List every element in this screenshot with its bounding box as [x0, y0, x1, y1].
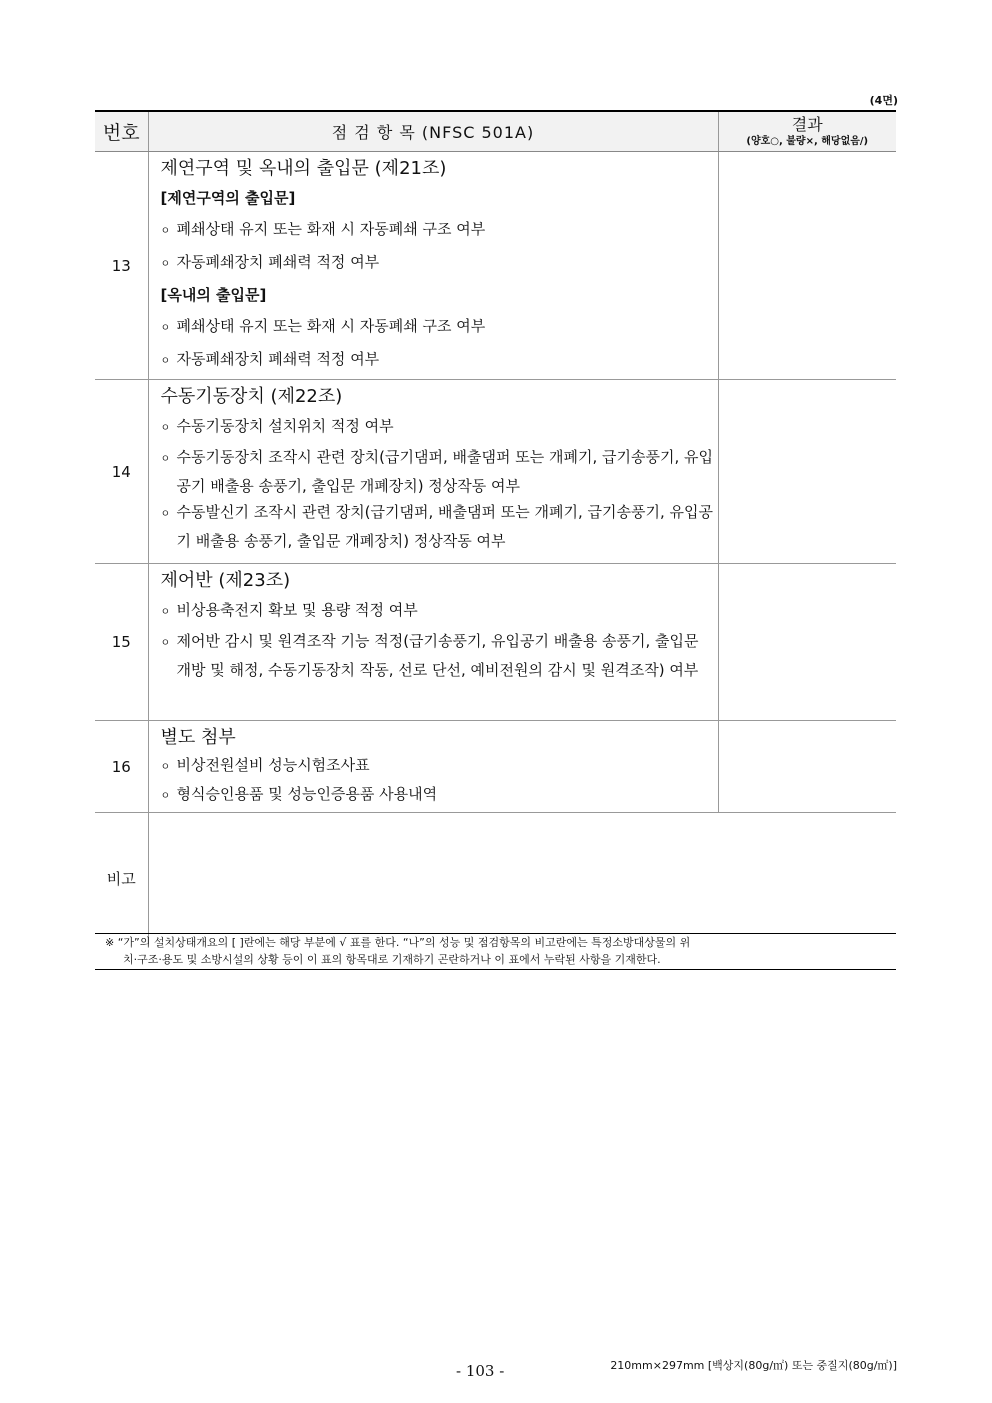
result-cell[interactable] [718, 380, 896, 564]
remarks-cell[interactable] [148, 813, 896, 944]
check-item: ㅇ 자동폐쇄장치 폐쇄력 적정 여부 [161, 247, 714, 280]
row-items [148, 564, 718, 721]
result-cell[interactable] [718, 152, 896, 380]
row-items [148, 152, 718, 380]
result-cell[interactable] [718, 721, 896, 813]
header-result-legend: (양호○, 불량×, 해당없음/) [746, 135, 869, 147]
sub-title: [옥내의 출입문] [160, 286, 267, 304]
header-number: 번호 [95, 111, 148, 152]
paper-spec: 210mm×297mm [백상지(80g/㎡) 또는 중질지(80g/㎡)] [610, 1359, 897, 1372]
row-items [148, 721, 718, 813]
page-number: - 103 - [456, 1362, 505, 1380]
header-inspection-item: 점 검 항 목 (NFSC 501A) [148, 111, 718, 152]
check-item: ㅇ 제어반 감시 및 원격조작 기능 적정(급기송풍기, 유입공기 배출용 송풍기, 출입문 개방 및 해정, 수동기동장치 작동, 선로 단선, 예비전원의 감시 및 원격조작) 여부 [161, 628, 714, 683]
remarks-label: 비고 [95, 813, 148, 944]
row-number: 16 [95, 721, 148, 813]
row-items [148, 380, 718, 564]
footnote-line-1: ※ “가”의 설치상태개요의 [ ]란에는 해당 부분에 √ 표를 한다. “나”의 성능 및 점검항목의 비고란에는 특정소방대상물의 위 [105, 936, 691, 949]
remarks-row [95, 813, 896, 944]
page-label: (4면) [869, 94, 898, 107]
row-number: 13 [95, 152, 148, 380]
check-item: ㅇ 자동폐쇄장치 폐쇄력 적정 여부 [161, 344, 714, 377]
header-result-title: 결과 [791, 115, 823, 135]
footnote-line-2: 치·구조·용도 및 소방시설의 상황 등이 이 표의 항목대로 기재하기 곤란하거나 이 표에서 누락된 사항을 기재한다. [123, 953, 661, 966]
row-number: 14 [95, 380, 148, 564]
sub-title: [제연구역의 출입문] [160, 189, 296, 207]
check-item: ㅇ 비상용축전지 확보 및 용량 적정 여부 [161, 595, 714, 628]
check-item: ㅇ 폐쇄상태 유지 또는 화재 시 자동폐쇄 구조 여부 [161, 311, 714, 344]
section-title: 제연구역 및 옥내의 출입문 (제21조) [160, 158, 447, 179]
check-item: ㅇ 수동발신기 조작시 관련 장치(급기댐퍼, 배출댐퍼 또는 개폐기, 급기송풍기, 유입공기 배출용 송풍기, 출입문 개폐장치) 정상작동 여부 [161, 499, 714, 554]
section-title: 별도 첨부 [160, 727, 236, 748]
section-title: 제어반 (제23조) [160, 570, 291, 591]
result-cell[interactable] [718, 564, 896, 721]
row-number: 15 [95, 564, 148, 721]
table-row-16 [95, 721, 896, 813]
table-row-13 [95, 152, 896, 380]
check-item: ㅇ 수동기동장치 설치위치 적정 여부 [161, 411, 714, 444]
footnote [95, 933, 896, 970]
check-item: ㅇ 수동기동장치 조작시 관련 장치(급기댐퍼, 배출댐퍼 또는 개폐기, 급기송풍기, 유입공기 배출용 송풍기, 출입문 개폐장치) 정상작동 여부 [161, 444, 714, 499]
header-result [718, 111, 896, 152]
inspection-table [95, 110, 896, 944]
table-row-15 [95, 564, 896, 721]
table-header-row [95, 111, 896, 152]
check-item: ㅇ 폐쇄상태 유지 또는 화재 시 자동폐쇄 구조 여부 [161, 214, 714, 247]
table-row-14 [95, 380, 896, 564]
check-item: ㅇ 형식승인용품 및 성능인증용품 사용내역 [161, 781, 714, 810]
section-title: 수동기동장치 (제22조) [160, 386, 343, 407]
check-item: ㅇ 비상전원설비 성능시험조사표 [161, 752, 714, 781]
